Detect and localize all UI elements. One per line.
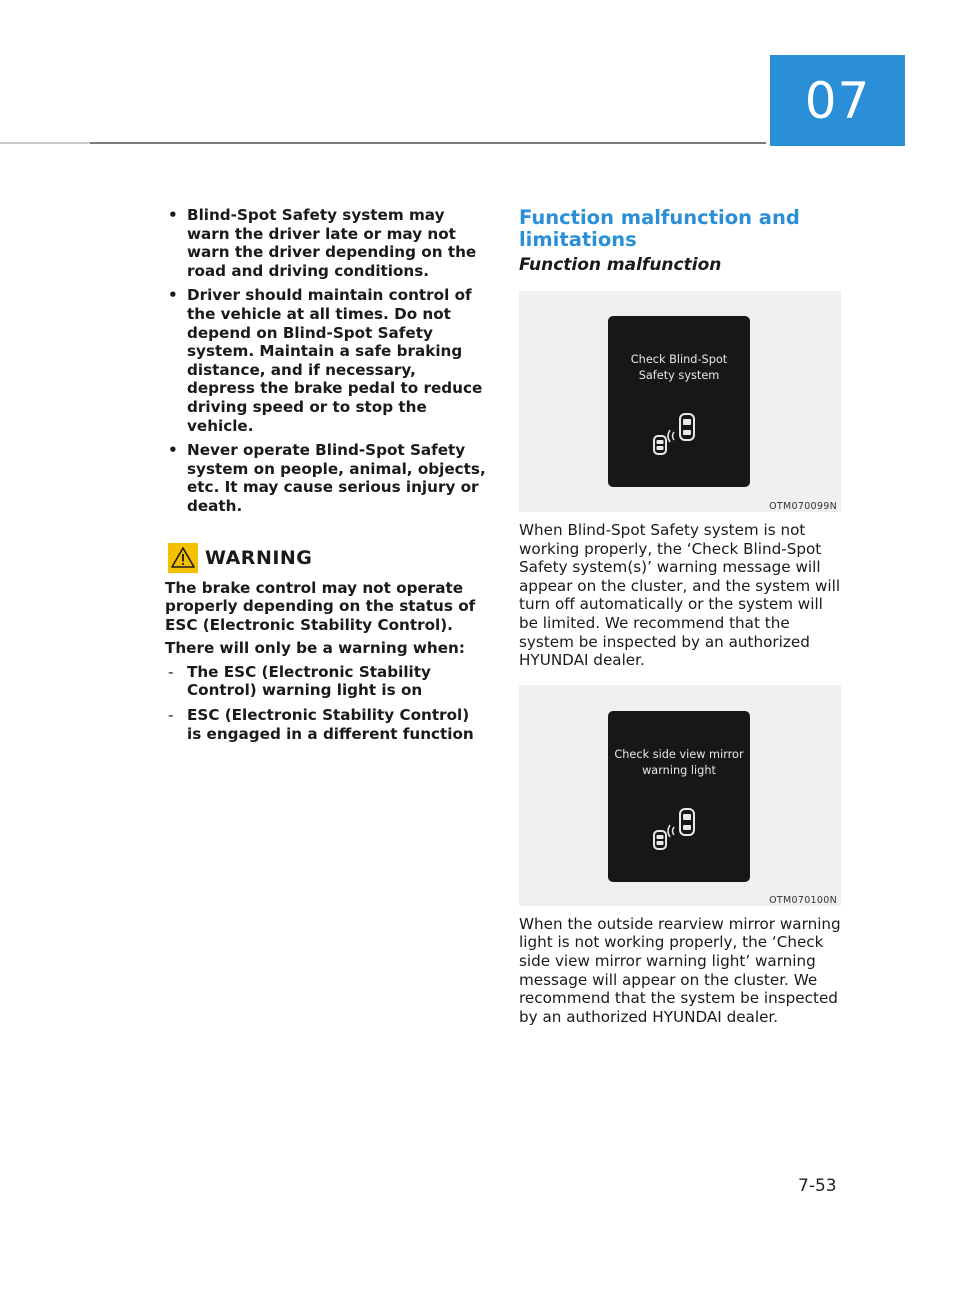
warning-triangle-icon [168,543,198,573]
blind-spot-cars-icon [650,807,702,857]
section-title: Function malfunction and limitations [519,206,800,251]
warning-condition [165,706,487,743]
caution-list [165,206,487,516]
warning-text: The brake control may not operate properly depending on the status of ESC (Electronic Stability Control). [165,578,476,634]
warning-condition-text: ESC (Electronic Stability Control) is engaged in a different function [187,706,474,743]
cluster-message-line: Check side view mirror [614,747,744,761]
warning-body [165,579,487,744]
right-column [519,207,841,1026]
cluster-message [608,352,750,384]
cluster-message-line: Check Blind-Spot [630,353,728,366]
bullet-icon: • [168,206,178,224]
caution-item [165,206,487,280]
warning-condition-text: The ESC (Electronic Stability Control) warning light is on [187,662,431,700]
blind-spot-cars-icon [650,412,702,462]
caution-item [165,286,487,435]
warning-header [168,543,487,573]
cluster-message-line: warning light [642,763,716,777]
caution-item-text: Driver should maintain control of the vehicle at all times. Do not depend on Blind-Spot Safety system. Maintain a safe braking distance, and if necessary, depress the brake pedal to reduce driving speed or to stop the vehicle. [187,286,483,435]
dash-icon: - [168,706,174,725]
subsection-title: Function malfunction [519,255,722,275]
left-column [165,206,487,749]
malfunction-paragraph: When Blind-Spot Safety system is not working properly, the ‘Check Blind-Spot Safety system(s)’ warning message will appear on the cluster, and the system will turn off automatically or the system will be limited. We recommend that the system be inspected by an authorized HYUNDAI dealer. [519,521,841,670]
figure-code: OTM070099N [769,501,837,512]
warning-text: There will only be a warning when: [165,639,465,658]
bullet-icon: • [168,441,178,460]
caution-item [165,441,487,515]
cluster-message-line: Safety system [638,369,720,382]
bullet-icon: • [168,286,178,305]
warning-title: WARNING [205,546,313,569]
caution-item-text: Blind-Spot Safety system may warn the driver late or may not warn the driver depending on the road and driving conditions. [187,206,477,280]
warning-conditions [165,663,487,743]
figure-check-side-mirror [519,685,841,906]
mirror-warning-paragraph: When the outside rearview mirror warning light is not working properly, the ‘Check side view mirror warning light’ warning message will appear on the cluster. We recommend that the system be inspected by an authorized HYUNDAI dealer. [519,914,841,1026]
cluster-message [608,747,750,779]
figure-check-blind-spot [519,291,841,512]
warning-condition [165,663,487,700]
figure-code: OTM070100N [769,894,837,906]
cluster-display [608,316,750,487]
dash-icon: - [168,662,174,681]
page-number: 7-53 [798,1176,837,1196]
header-rule [0,142,766,144]
chapter-tab: 07 [770,55,905,146]
cluster-display [608,711,750,882]
caution-item-text: Never operate Blind-Spot Safety system on people, animal, objects, etc. It may cause serious injury or death. [187,441,486,515]
